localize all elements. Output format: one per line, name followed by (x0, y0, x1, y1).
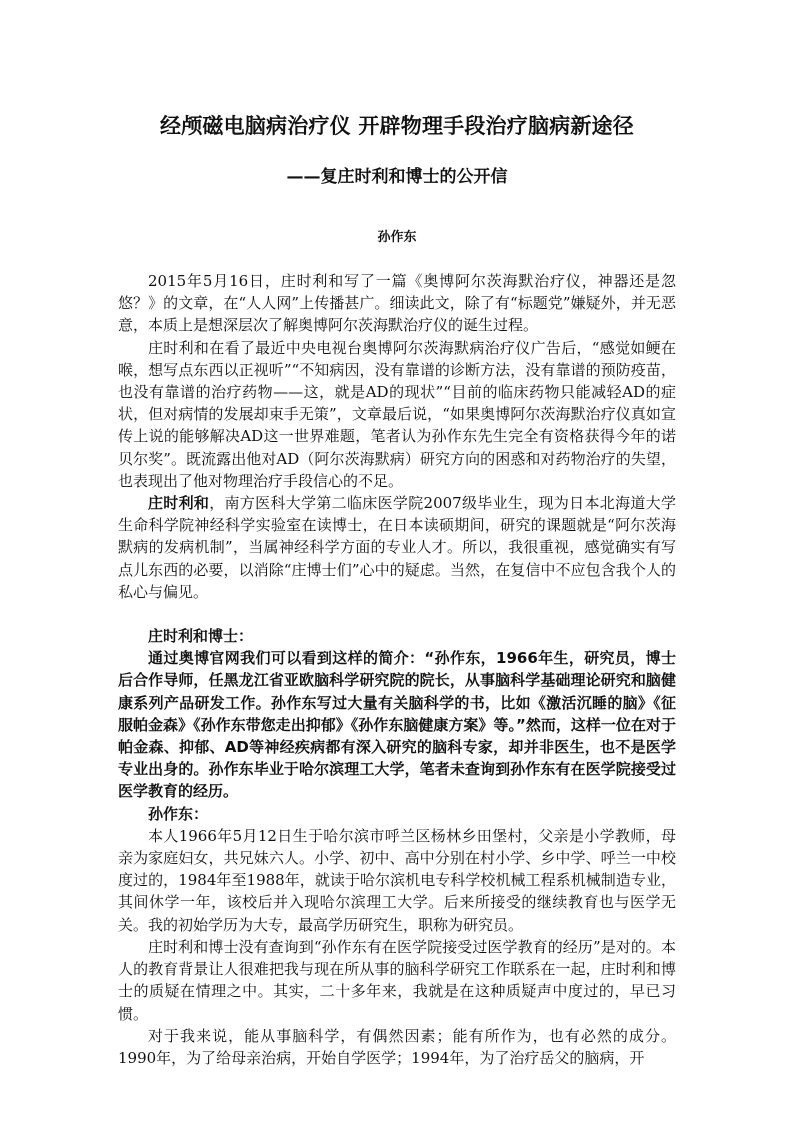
document-title: 经颅磁电脑病治疗仪 开辟物理手段治疗脑病新途径 (160, 114, 634, 138)
author-name: 孙作东 (377, 230, 417, 245)
paragraph-about-zhuang-text: ，南方医科大学第二临床医学院2007级毕业生，现为日本北海道大学生命科学院神经科学实验室在读博士，在日本读硕期间，研究的课题就是“阿尔茨海默病的发病机制”，当属神经科学方面的专业人才。所以，我很重视，感觉确实有写点儿东西的必要，以消除“庄博士们”心中的疑虑。当然，在复信中不应包含我个人的私心与偏见。 (118, 494, 676, 601)
paragraph-response: 庄时利和博士没有查询到“孙作东有在医学院接受过医学教育的经历”是对的。本人的教育背景让人很难把我与现在所从事的脑科学研究工作联系在一起，庄时利和博士的质疑在情理之中。其实，二十多年来，我就是在这种质疑声中度过的，早已习惯。 (118, 937, 676, 1023)
paragraph-intro: 2015年5月16日，庄时利和写了一篇《奥博阿尔茨海默治疗仪，神器还是忽悠？》的文章，在“人人网”上传播甚广。细读此文，除了有“标题党”嫌疑外，并无恶意，本质上是想深层次了解奥博阿尔茨海默治疗仪的诞生过程。 (118, 272, 676, 335)
reply-label: 孙作东： (148, 804, 209, 823)
paragraph-motivation: 对于我来说，能从事脑科学，有偶然因素；能有所作为，也有必然的成分。1990年，为了给母亲治病，开始自学医学；1994年，为了治疗岳父的脑病，开 (118, 1026, 676, 1067)
paragraph-biography: 本人1966年5月12日生于哈尔滨市呼兰区杨林乡田堡村，父亲是小学教师，母亲为家庭妇女，共兄妹六人。小学、初中、高中分别在村小学、乡中学、呼兰一中校度过的，1984年至1988年，就读于哈尔滨机电专科学校机械工程系机械制造专业，其间休学一年，该校后并入现哈尔滨理工大学。后来所接受的继续教育也与医学无关。我的初始学历为大专，最高学历研究生，职称为研究员。 (118, 826, 676, 934)
paragraph-background: 庄时利和在看了最近中央电视台奥博阿尔茨海默病治疗仪广告后，“感觉如鲠在喉，想写点东西以正视听”“不知病因，没有靠谱的诊断方法，没有靠谱的预防疫苗，也没有靠谱的治疗药物——这，就是AD的现状”“目前的临床药物只能减轻AD的症状，但对病情的发展却束手无策”，文章最后说，“如果奥博阿尔茨海默治疗仪真如宣传上说的能够解决AD这一世界难题，笔者认为孙作东先生完全有资格获得今年的诺贝尔奖”。既流露出他对AD（阿尔茨海默病）研究方向的困惑和对药物治疗的失望，也表现出了他对物理治疗手段信心的不足。 (118, 338, 676, 490)
quoted-question: 通过奥博官网我们可以看到这样的简介：“孙作东，1966年生，研究员，博士后合作导师，任黑龙江省亚欧脑科学研究院的院长，从事脑科学基础理论研究和脑健康系列产品研发工作。孙作东写过大量有关脑科学的书，比如《激活沉睡的脑》《征服帕金森》《孙作东带您走出抑郁》《孙作东脑健康方案》等。”然而，这样一位在对于帕金森、抑郁、AD等神经疾病都有深入研究的脑科专家，却并非医生，也不是医学专业出身的。孙作东毕业于哈尔滨理工大学，笔者未查询到孙作东有在医学院接受过医学教育的经历。 (118, 649, 676, 801)
document-subtitle: ——复庄时利和博士的公开信 (286, 167, 508, 187)
paragraph-lead-name: 庄时利和 (148, 494, 210, 513)
section-gap (118, 603, 676, 625)
letter-body (118, 270, 676, 1069)
salutation: 庄时利和博士： (148, 627, 254, 646)
paragraph-about-zhuang (118, 492, 676, 603)
